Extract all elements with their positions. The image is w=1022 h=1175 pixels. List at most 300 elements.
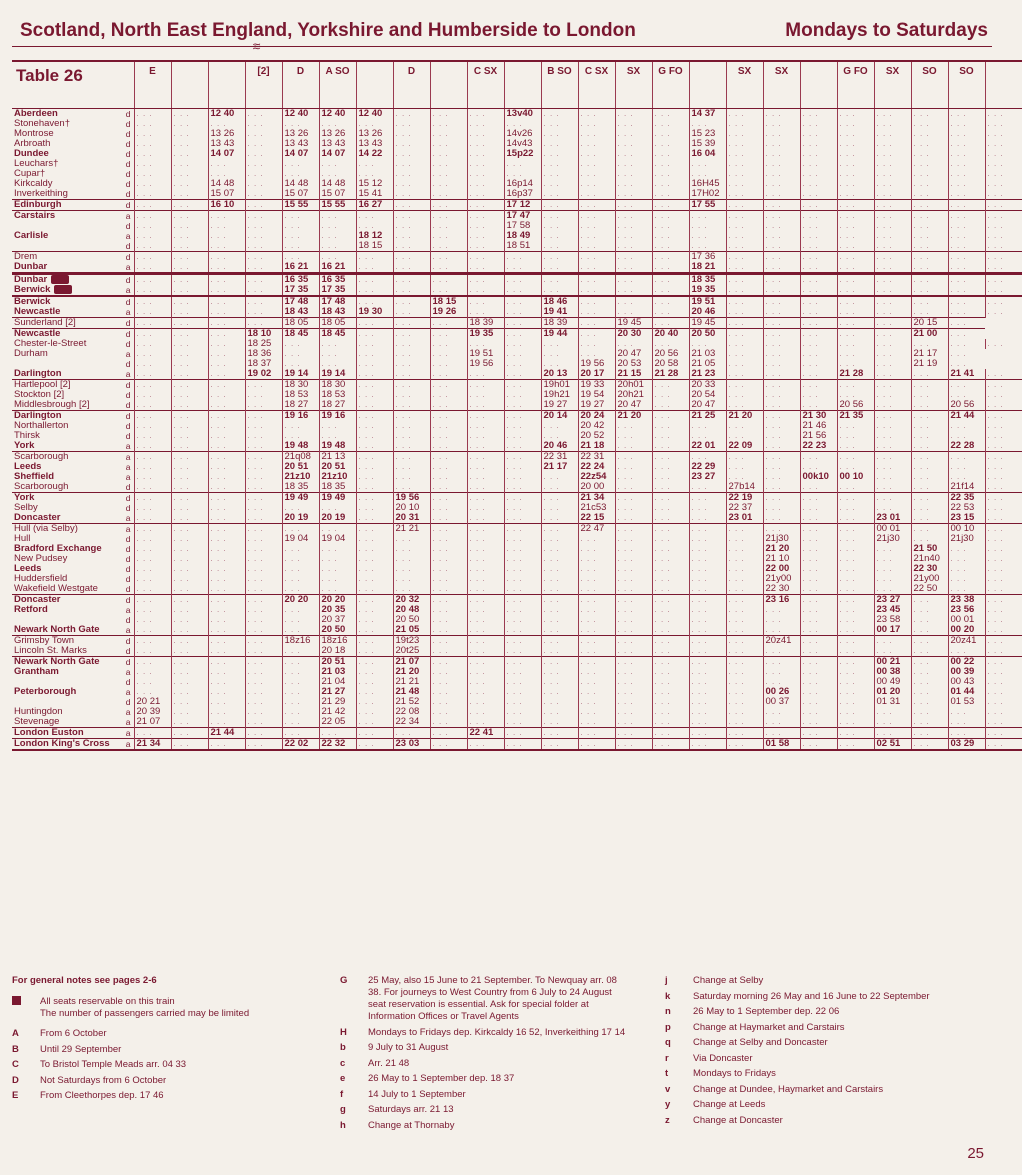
time-cell: . . .: [393, 231, 430, 241]
time-cell: . . .: [911, 241, 948, 252]
bus-icon: [51, 275, 69, 284]
time-cell: 15 55: [282, 200, 319, 211]
time-cell: . . .: [763, 728, 800, 739]
arr-dep-flag: a: [125, 285, 131, 296]
time-cell: 22 15: [578, 513, 615, 524]
time-cell: . . .: [874, 636, 911, 647]
time-cell: . . .: [541, 472, 578, 482]
time-cell: 18 25: [245, 339, 282, 349]
time-cell: . . .: [282, 615, 319, 625]
time-cell: . . .: [393, 262, 430, 274]
reservable-note: All seats reservable on this train: [40, 996, 175, 1007]
time-cell: . . .: [467, 513, 504, 524]
time-cell: . . .: [467, 400, 504, 411]
time-cell: . . .: [430, 211, 467, 222]
time-cell: . . .: [985, 513, 1022, 524]
time-cell: . . .: [615, 503, 652, 513]
timetable-row: [12, 369, 1022, 380]
time-cell: . . .: [134, 231, 171, 241]
time-cell: . . .: [615, 431, 652, 441]
time-cell: . . .: [800, 605, 837, 615]
time-cell: . . .: [504, 667, 541, 677]
time-cell: . . .: [837, 728, 874, 739]
time-cell: . . .: [800, 329, 837, 340]
time-cell: . . .: [356, 369, 393, 380]
arr-dep-flag: d: [125, 584, 131, 595]
footnote: [340, 1089, 630, 1101]
time-cell: . . .: [467, 524, 504, 535]
time-cell: . . .: [171, 329, 208, 340]
time-cell: . . .: [726, 349, 763, 359]
time-cell: . . .: [171, 200, 208, 211]
time-cell: . . .: [578, 339, 615, 349]
time-cell: . . .: [504, 697, 541, 707]
time-cell: . . .: [208, 349, 245, 359]
time-cell: . . .: [541, 421, 578, 431]
time-cell: . . .: [948, 380, 985, 391]
time-cell: 18 21: [689, 262, 726, 274]
footnote: [665, 1084, 990, 1096]
time-cell: . . .: [245, 189, 282, 200]
time-cell: . . .: [430, 503, 467, 513]
time-cell: . . .: [541, 241, 578, 252]
time-cell: . . .: [541, 554, 578, 564]
time-cell: . . .: [504, 349, 541, 359]
time-cell: . . .: [208, 472, 245, 482]
time-cell: 21 19: [911, 359, 948, 369]
time-cell: . . .: [171, 584, 208, 595]
time-cell: . . .: [171, 339, 208, 349]
time-cell: . . .: [689, 615, 726, 625]
time-cell: . . .: [911, 119, 948, 129]
time-cell: . . .: [911, 285, 948, 296]
column-header: D: [393, 61, 430, 109]
time-cell: . . .: [208, 119, 245, 129]
time-cell: . . .: [282, 564, 319, 574]
time-cell: . . .: [874, 441, 911, 452]
station-name: Sunderland [2]: [14, 317, 76, 329]
time-cell: . . .: [837, 339, 874, 349]
time-cell: . . .: [948, 554, 985, 564]
time-cell: 01 58: [763, 739, 800, 751]
time-cell: . . .: [245, 139, 282, 149]
arr-dep-flag: d: [125, 646, 131, 657]
time-cell: . . .: [208, 359, 245, 369]
time-cell: 18 53: [319, 390, 356, 400]
time-cell: . . .: [541, 482, 578, 493]
time-cell: . . .: [356, 728, 393, 739]
time-cell: 13 43: [356, 139, 393, 149]
time-cell: . . .: [467, 159, 504, 169]
footnote-text: From 6 October: [40, 1028, 107, 1039]
time-cell: . . .: [245, 400, 282, 411]
time-cell: . . .: [652, 717, 689, 728]
time-cell: . . .: [282, 544, 319, 554]
time-cell: . . .: [356, 534, 393, 544]
time-cell: . . .: [134, 524, 171, 535]
time-cell: . . .: [541, 707, 578, 717]
time-cell: 18 37: [245, 359, 282, 369]
time-cell: . . .: [467, 296, 504, 307]
time-cell: . . .: [985, 211, 1022, 222]
time-cell: . . .: [874, 189, 911, 200]
time-cell: . . .: [171, 728, 208, 739]
time-cell: . . .: [171, 307, 208, 318]
station-name: Scarborough: [14, 481, 69, 493]
time-cell: . . .: [874, 646, 911, 657]
time-cell: . . .: [467, 646, 504, 657]
time-cell: . . .: [837, 139, 874, 149]
time-cell: . . .: [393, 139, 430, 149]
time-cell: . . .: [171, 179, 208, 189]
time-cell: . . .: [985, 296, 1022, 307]
time-cell: . . .: [393, 296, 430, 307]
station-name: London King's Cross: [14, 738, 110, 750]
time-cell: 19 56: [467, 359, 504, 369]
time-cell: . . .: [578, 349, 615, 359]
time-cell: . . .: [282, 359, 319, 369]
time-cell: . . .: [726, 534, 763, 544]
time-cell: . . .: [652, 109, 689, 120]
footnote: [665, 1115, 990, 1127]
time-cell: 21 21: [393, 677, 430, 687]
time-cell: . . .: [504, 252, 541, 263]
time-cell: . . .: [171, 159, 208, 169]
time-cell: . . .: [356, 503, 393, 513]
time-cell: . . .: [171, 636, 208, 647]
time-cell: . . .: [208, 554, 245, 564]
time-cell: . . .: [467, 241, 504, 252]
time-cell: . . .: [356, 329, 393, 340]
time-cell: . . .: [356, 667, 393, 677]
time-cell: 20 30: [615, 329, 652, 340]
time-cell: . . .: [171, 503, 208, 513]
time-cell: . . .: [171, 139, 208, 149]
arr-dep-flag: a: [125, 667, 131, 678]
time-cell: . . .: [652, 697, 689, 707]
time-cell: . . .: [467, 169, 504, 179]
time-cell: . . .: [726, 544, 763, 554]
time-cell: 21 15: [615, 369, 652, 380]
time-cell: 13 43: [282, 139, 319, 149]
time-cell: . . .: [504, 554, 541, 564]
arr-dep-flag: d: [125, 615, 131, 626]
time-cell: 21 56: [800, 431, 837, 441]
time-cell: . . .: [319, 211, 356, 222]
time-cell: . . .: [134, 441, 171, 452]
time-cell: . . .: [134, 380, 171, 391]
time-cell: . . .: [541, 625, 578, 636]
time-cell: . . .: [689, 605, 726, 615]
time-cell: . . .: [208, 241, 245, 252]
time-cell: . . .: [393, 307, 430, 318]
footnote-text: Until 29 September: [40, 1043, 122, 1055]
time-cell: 14 48: [282, 179, 319, 189]
time-cell: . . .: [504, 307, 541, 318]
footnote-key: G: [340, 975, 348, 986]
time-cell: . . .: [208, 221, 245, 231]
time-cell: 22 28: [948, 441, 985, 452]
time-cell: . . .: [208, 231, 245, 241]
time-cell: . . .: [430, 574, 467, 584]
time-cell: . . .: [356, 697, 393, 707]
time-cell: 16 21: [319, 262, 356, 274]
time-cell: . . .: [726, 421, 763, 431]
time-cell: . . .: [171, 452, 208, 463]
time-cell: . . .: [763, 462, 800, 472]
time-cell: . . .: [874, 285, 911, 296]
time-cell: . . .: [393, 400, 430, 411]
time-cell: 01 53: [948, 697, 985, 707]
time-cell: . . .: [911, 728, 948, 739]
arr-dep-flag: d: [125, 359, 131, 370]
time-cell: . . .: [874, 211, 911, 222]
time-cell: . . .: [541, 687, 578, 697]
time-cell: . . .: [689, 677, 726, 687]
time-cell: 21z10: [319, 472, 356, 482]
time-cell: . . .: [208, 441, 245, 452]
time-cell: . . .: [615, 554, 652, 564]
time-cell: 22 08: [393, 707, 430, 717]
time-cell: . . .: [245, 169, 282, 179]
time-cell: . . .: [726, 657, 763, 668]
time-cell: . . .: [800, 179, 837, 189]
time-cell: . . .: [541, 677, 578, 687]
time-cell: . . .: [356, 296, 393, 307]
time-cell: . . .: [430, 462, 467, 472]
time-cell: . . .: [504, 524, 541, 535]
time-cell: . . .: [652, 462, 689, 472]
time-cell: 21 21: [393, 524, 430, 535]
station-name: Berwick: [14, 284, 51, 296]
time-cell: . . .: [800, 462, 837, 472]
time-cell: . . .: [911, 667, 948, 677]
time-cell: . . .: [800, 296, 837, 307]
time-cell: . . .: [319, 524, 356, 535]
time-cell: . . .: [948, 707, 985, 717]
time-cell: . . .: [689, 717, 726, 728]
time-cell: . . .: [800, 636, 837, 647]
time-cell: . . .: [134, 513, 171, 524]
time-cell: . . .: [985, 400, 1022, 411]
station-name: Edinburgh: [14, 199, 62, 210]
arr-dep-flag: d: [125, 636, 131, 647]
time-cell: . . .: [689, 221, 726, 231]
time-cell: . . .: [615, 615, 652, 625]
time-cell: . . .: [763, 503, 800, 513]
time-cell: . . .: [837, 262, 874, 274]
time-cell: 21 44: [948, 411, 985, 422]
time-cell: . . .: [874, 262, 911, 274]
timetable-row: [12, 380, 1022, 391]
time-cell: . . .: [393, 564, 430, 574]
station-name: Northallerton: [14, 420, 69, 432]
time-cell: . . .: [541, 574, 578, 584]
footnote: [665, 1037, 990, 1049]
timetable-row: [12, 697, 1022, 707]
time-cell: . . .: [652, 513, 689, 524]
time-cell: . . .: [393, 462, 430, 472]
time-cell: . . .: [837, 524, 874, 535]
time-cell: . . .: [985, 285, 1022, 296]
time-cell: . . .: [800, 139, 837, 149]
time-cell: 20 37: [319, 615, 356, 625]
time-cell: . . .: [208, 503, 245, 513]
time-cell: 18 27: [282, 400, 319, 411]
time-cell: 19 51: [689, 296, 726, 307]
time-cell: . . .: [578, 139, 615, 149]
column-header: SX: [874, 61, 911, 109]
time-cell: . . .: [393, 431, 430, 441]
reservable-square-icon: [12, 996, 21, 1005]
time-cell: 22 31: [541, 452, 578, 463]
time-cell: . . .: [282, 677, 319, 687]
time-cell: 00 01: [948, 615, 985, 625]
time-cell: . . .: [245, 129, 282, 139]
time-cell: . . .: [837, 431, 874, 441]
time-cell: . . .: [467, 274, 504, 286]
time-cell: . . .: [208, 380, 245, 391]
rail-symbol-icon: ≋: [252, 41, 262, 53]
station-name: Darlington: [14, 410, 62, 422]
time-cell: . . .: [467, 441, 504, 452]
time-cell: . . .: [541, 534, 578, 544]
station-name: Hull: [14, 533, 31, 545]
time-cell: . . .: [615, 200, 652, 211]
time-cell: . . .: [985, 615, 1022, 625]
time-cell: . . .: [393, 149, 430, 159]
time-cell: . . .: [430, 564, 467, 574]
time-cell: 21 20: [763, 544, 800, 554]
time-cell: 17H02: [689, 189, 726, 200]
time-cell: . . .: [134, 462, 171, 472]
time-cell: . . .: [800, 390, 837, 400]
time-cell: . . .: [134, 189, 171, 200]
time-cell: . . .: [356, 400, 393, 411]
station-name: Carlisle: [14, 230, 49, 241]
time-cell: . . .: [652, 307, 689, 318]
time-cell: 19 41: [541, 307, 578, 318]
station-name: New Pudsey: [14, 553, 68, 565]
time-cell: . . .: [874, 307, 911, 318]
time-cell: . . .: [985, 707, 1022, 717]
time-cell: . . .: [356, 739, 393, 751]
footnote-key: g: [340, 1104, 346, 1115]
time-cell: . . .: [985, 717, 1022, 728]
time-cell: . . .: [800, 564, 837, 574]
time-cell: . . .: [948, 149, 985, 159]
time-cell: . . .: [541, 697, 578, 707]
time-cell: . . .: [911, 221, 948, 231]
time-cell: . . .: [319, 431, 356, 441]
station-name: Arbroath: [14, 138, 51, 149]
time-cell: . . .: [430, 109, 467, 120]
time-cell: . . .: [874, 200, 911, 211]
footnote-key: C: [12, 1059, 19, 1070]
time-cell: 22 47: [578, 524, 615, 535]
time-cell: . . .: [245, 687, 282, 697]
time-cell: . . .: [393, 339, 430, 349]
time-cell: . . .: [171, 657, 208, 668]
time-cell: . . .: [134, 149, 171, 159]
time-cell: . . .: [467, 472, 504, 482]
time-cell: . . .: [356, 564, 393, 574]
time-cell: . . .: [578, 687, 615, 697]
time-cell: . . .: [430, 431, 467, 441]
time-cell: . . .: [726, 564, 763, 574]
column-header: [985, 61, 1022, 109]
timetable-row: [12, 524, 1022, 535]
time-cell: . . .: [615, 179, 652, 189]
time-cell: . . .: [652, 657, 689, 668]
arr-dep-flag: a: [125, 441, 131, 452]
time-cell: 16H45: [689, 179, 726, 189]
time-cell: 19 14: [282, 369, 319, 380]
time-cell: 18 51: [504, 241, 541, 252]
timetable-row: [12, 400, 1022, 411]
time-cell: . . .: [800, 513, 837, 524]
time-cell: . . .: [282, 231, 319, 241]
time-cell: 18z16: [282, 636, 319, 647]
time-cell: . . .: [837, 390, 874, 400]
time-cell: . . .: [911, 441, 948, 452]
time-cell: . . .: [985, 574, 1022, 584]
time-cell: . . .: [689, 452, 726, 463]
time-cell: . . .: [911, 513, 948, 524]
time-cell: . . .: [356, 421, 393, 431]
time-cell: . . .: [948, 472, 985, 482]
time-cell: . . .: [874, 452, 911, 463]
time-cell: . . .: [245, 524, 282, 535]
time-cell: . . .: [171, 149, 208, 159]
time-cell: . . .: [430, 554, 467, 564]
time-cell: . . .: [800, 252, 837, 263]
footnote-text: 26 May to 1 September dep. 18 37: [368, 1073, 515, 1084]
arr-dep-flag: d: [125, 431, 131, 442]
footnote: [665, 1006, 990, 1018]
time-cell: 15 12: [356, 179, 393, 189]
time-cell: . . .: [171, 241, 208, 252]
timetable-row: [12, 646, 1022, 657]
time-cell: . . .: [430, 595, 467, 606]
time-cell: . . .: [874, 482, 911, 493]
arr-dep-flag: d: [125, 595, 131, 606]
time-cell: 19 02: [245, 369, 282, 380]
time-cell: . . .: [800, 615, 837, 625]
time-cell: . . .: [726, 189, 763, 200]
time-cell: . . .: [911, 149, 948, 159]
time-cell: . . .: [800, 657, 837, 668]
time-cell: . . .: [578, 584, 615, 595]
time-cell: . . .: [837, 231, 874, 241]
time-cell: . . .: [393, 318, 430, 329]
time-cell: . . .: [578, 728, 615, 739]
time-cell: . . .: [911, 274, 948, 286]
time-cell: 20 17: [578, 369, 615, 380]
time-cell: 19 49: [282, 493, 319, 504]
time-cell: . . .: [430, 625, 467, 636]
time-cell: . . .: [208, 574, 245, 584]
timetable-row: [12, 657, 1022, 668]
time-cell: . . .: [504, 359, 541, 369]
time-cell: . . .: [356, 544, 393, 554]
time-cell: . . .: [504, 329, 541, 340]
time-cell: . . .: [763, 285, 800, 296]
time-cell: 03 29: [948, 739, 985, 751]
time-cell: . . .: [911, 211, 948, 222]
time-cell: . . .: [467, 677, 504, 687]
time-cell: . . .: [134, 119, 171, 129]
